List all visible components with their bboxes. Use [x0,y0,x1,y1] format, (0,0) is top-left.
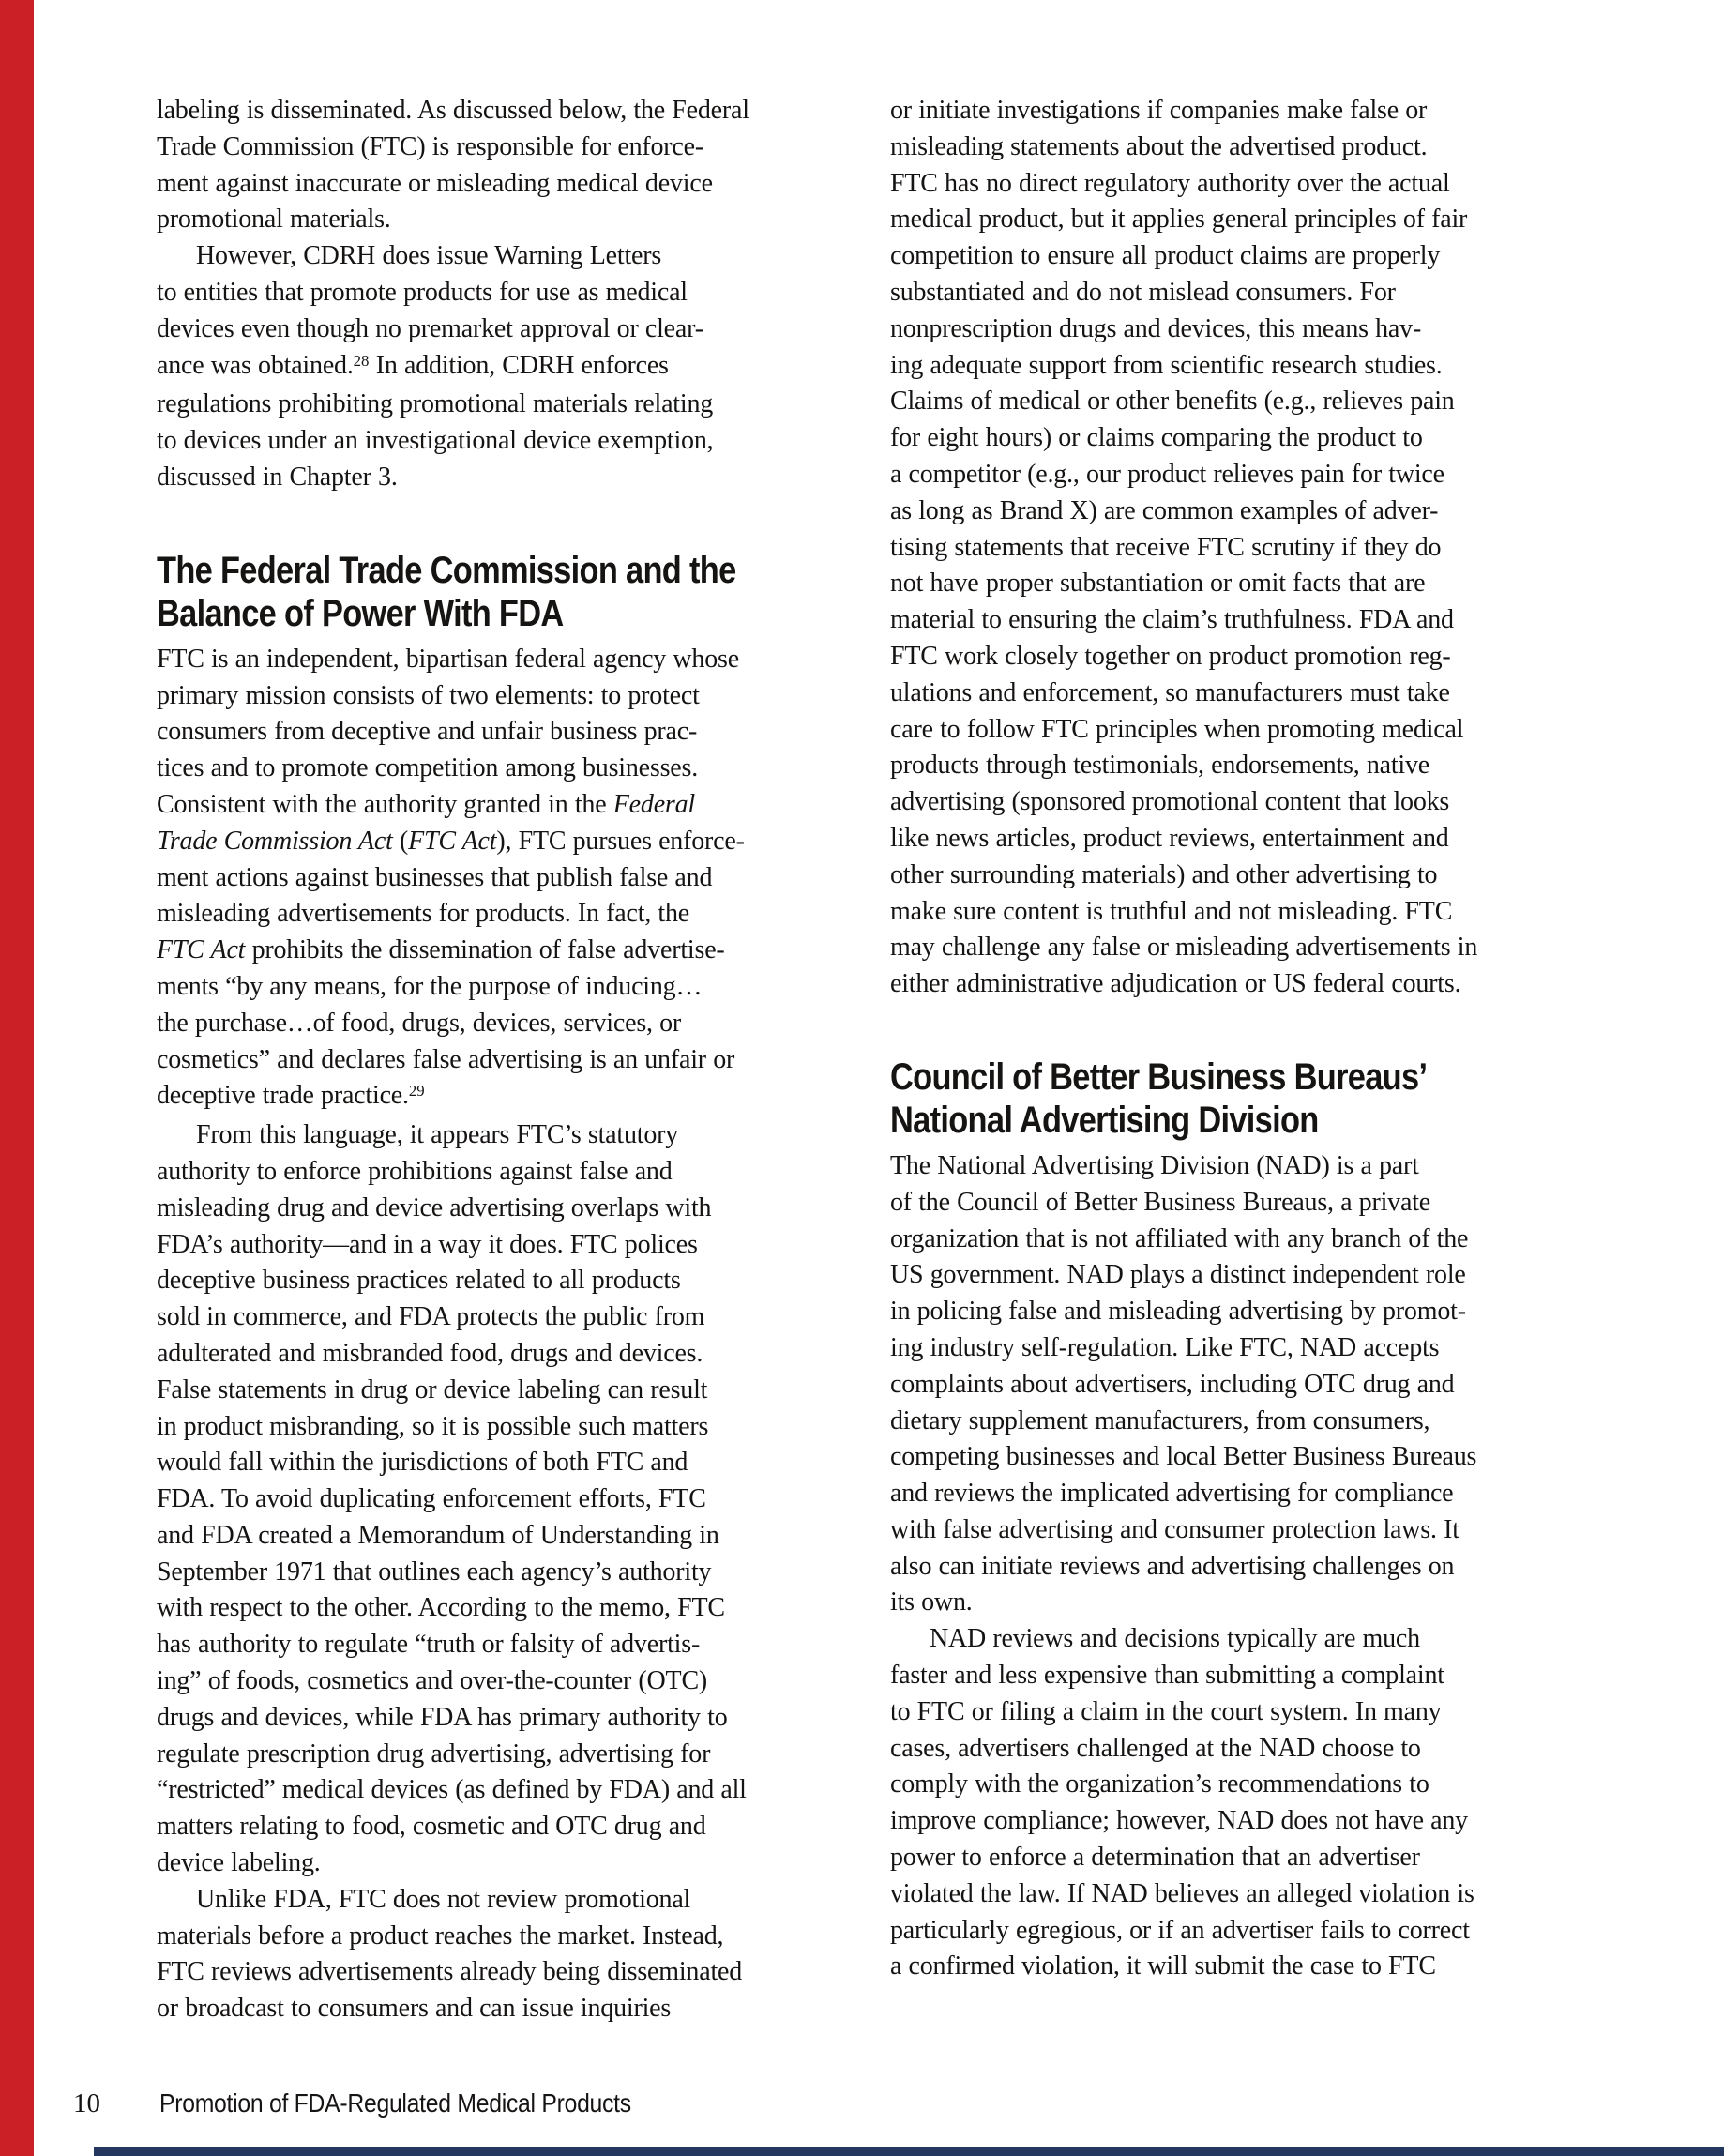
page-number: 10 [73,2088,100,2118]
paragraph-cdrh-warning-letters: However, CDRH does issue Warning Letters to entities that promote products for use as medical devices even though no premarket approval or clear- ance was obtained.$^{28}$ In addition, CDRH enforces regulations prohibiting promotional materials relating to devices under an investigational device exemption, discussed in Chapter 3. [157,241,714,492]
paragraph-ftc-investigations: or initiate investigations if companies make false or misleading statements about the advertised product. FTC has no direct regulatory authority over the actual medical product, but it applies general principles of fair competition to ensure all product claims are properly substantiated and do not mislead consumers. For nonprescription drugs and devices, this means hav- ing adequate support from scientific research studies. Claims of medical or other benefits (e.g., relieves pain for eight hours) or claims comparing the product to a competitor (e.g., our product relieves pain for twice as long as Brand X) are common examples of adver- tising statements that receive FTC scrutiny if they do not have proper substantiation or omit facts that are material to ensuring the claim’s truthfulness. FDA and FTC work closely together on product promotion reg- ulations and enforcement, so manufacturers must take care to follow FTC principles when promoting medical products through testimonials, endorsements, native advertising (sponsored promotional content that looks like news articles, product reviews, entertainment and other surrounding materials) and other advertising to make sure content is truthful and not misleading. FTC may challenge any false or misleading advertisements in either administrative adjudication or US federal courts. [890,96,1478,999]
paragraph-ftc-review-timing: Unlike FDA, FTC does not review promotional materials before a product reaches the market. Instead, FTC reviews advertisements already being disseminated or broadcast to consumers and can issue inquiries [157,1884,743,2024]
paragraph-ftc-fda-overlap: From this language, it appears FTC’s statutory authority to enforce prohibitions against false and misleading drug and device advertising overlaps with FDA’s authority—and in a way it does. FTC polices deceptive business practices related to all products sold in commerce, and FDA protects the public from adulterated and misbranded food, drugs and devices. False statements in drug or device labeling can result in product misbranding, so it is possible such matters would fall within the jurisdictions of both FTC and FDA. To avoid duplicating enforcement efforts, FTC and FDA created a Memorandum of Understanding in September 1971 that outlines each agency’s authority with respect to the other. According to the memo, FTC has authority to regulate “truth or falsity of advertis- ing” of foods, cosmetics and over-the-counter (OTC) drugs and devices, while FDA has primary authority to regulate prescription drug advertising, advertising for “restricted” medical devices (as defined by FDA) and all matters relating to food, cosmetic and OTC drug and device labeling. [157,1120,747,1878]
right-column [890,93,1558,2027]
page-footer [0,2088,1724,2126]
page-content [157,93,1558,2027]
heading-nad: Council of Better Business Bureaus’ National Advertising Division [890,1055,1428,1141]
bottom-navy-rule [94,2147,1724,2156]
running-title: Promotion of FDA-Regulated Medical Products [159,2088,631,2118]
left-column [157,93,824,2027]
paragraph-ftc-enforcement-intro: labeling is disseminated. As discussed below, the Federal Trade Commission (FTC) is responsible for enforce- ment against inaccurate or misleading medical device promotional materials. [157,96,749,235]
paragraph-nad-reviews: NAD reviews and decisions typically are much faster and less expensive than submitting a complaint to FTC or filing a claim in the court system. In many cases, advertisers challenged at the NAD choose to comply with the organization’s recommendations to improve compliance; however, NAD does not have any power to enforce a determination that an advertiser violated the law. If NAD believes an alleged violation is particularly egregious, or if an advertiser fails to correct a confirmed violation, it will submit the case to FTC [890,1624,1474,1981]
paragraph-ftc-mission: FTC is an independent, bipartisan federal agency whose primary mission consists of two elements: to protect consumers from deceptive and unfair business prac- tices and to promote competition among businesses. Consistent with the authority granted in the Federal Trade Commission Act (FTC Act), FTC pursues enforce- ment actions against businesses that publish false and misleading advertisements for products. In fact, the FTC Act prohibits the dissemination of false advertise- ments “by any means, for the purpose of inducing… the purchase…of food, drugs, devices, services, or cosmetics” and declares false advertising is an unfair or deceptive trade practice.$^{29}$ [157,644,745,1111]
left-red-accent-bar [0,0,34,2156]
heading-ftc-balance-of-power: The Federal Trade Commission and the Balance of Power With FDA [157,549,736,634]
paragraph-nad-overview: The National Advertising Division (NAD) is a part of the Council of Better Business Bureaus, a private organization that is not affiliated with any branch of the US government. NAD plays a distinct independent role in policing false and misleading advertising by promot- ing industry self-regulation. Like FTC, NAD accepts complaints about advertisers, including OTC drug and dietary supplement manufacturers, from consumers, competing businesses and local Better Business Bureaus and reviews the implicated advertising for compliance with false advertising and consumer protection laws. It also can initiate reviews and advertising challenges on its own. [890,1150,1477,1617]
